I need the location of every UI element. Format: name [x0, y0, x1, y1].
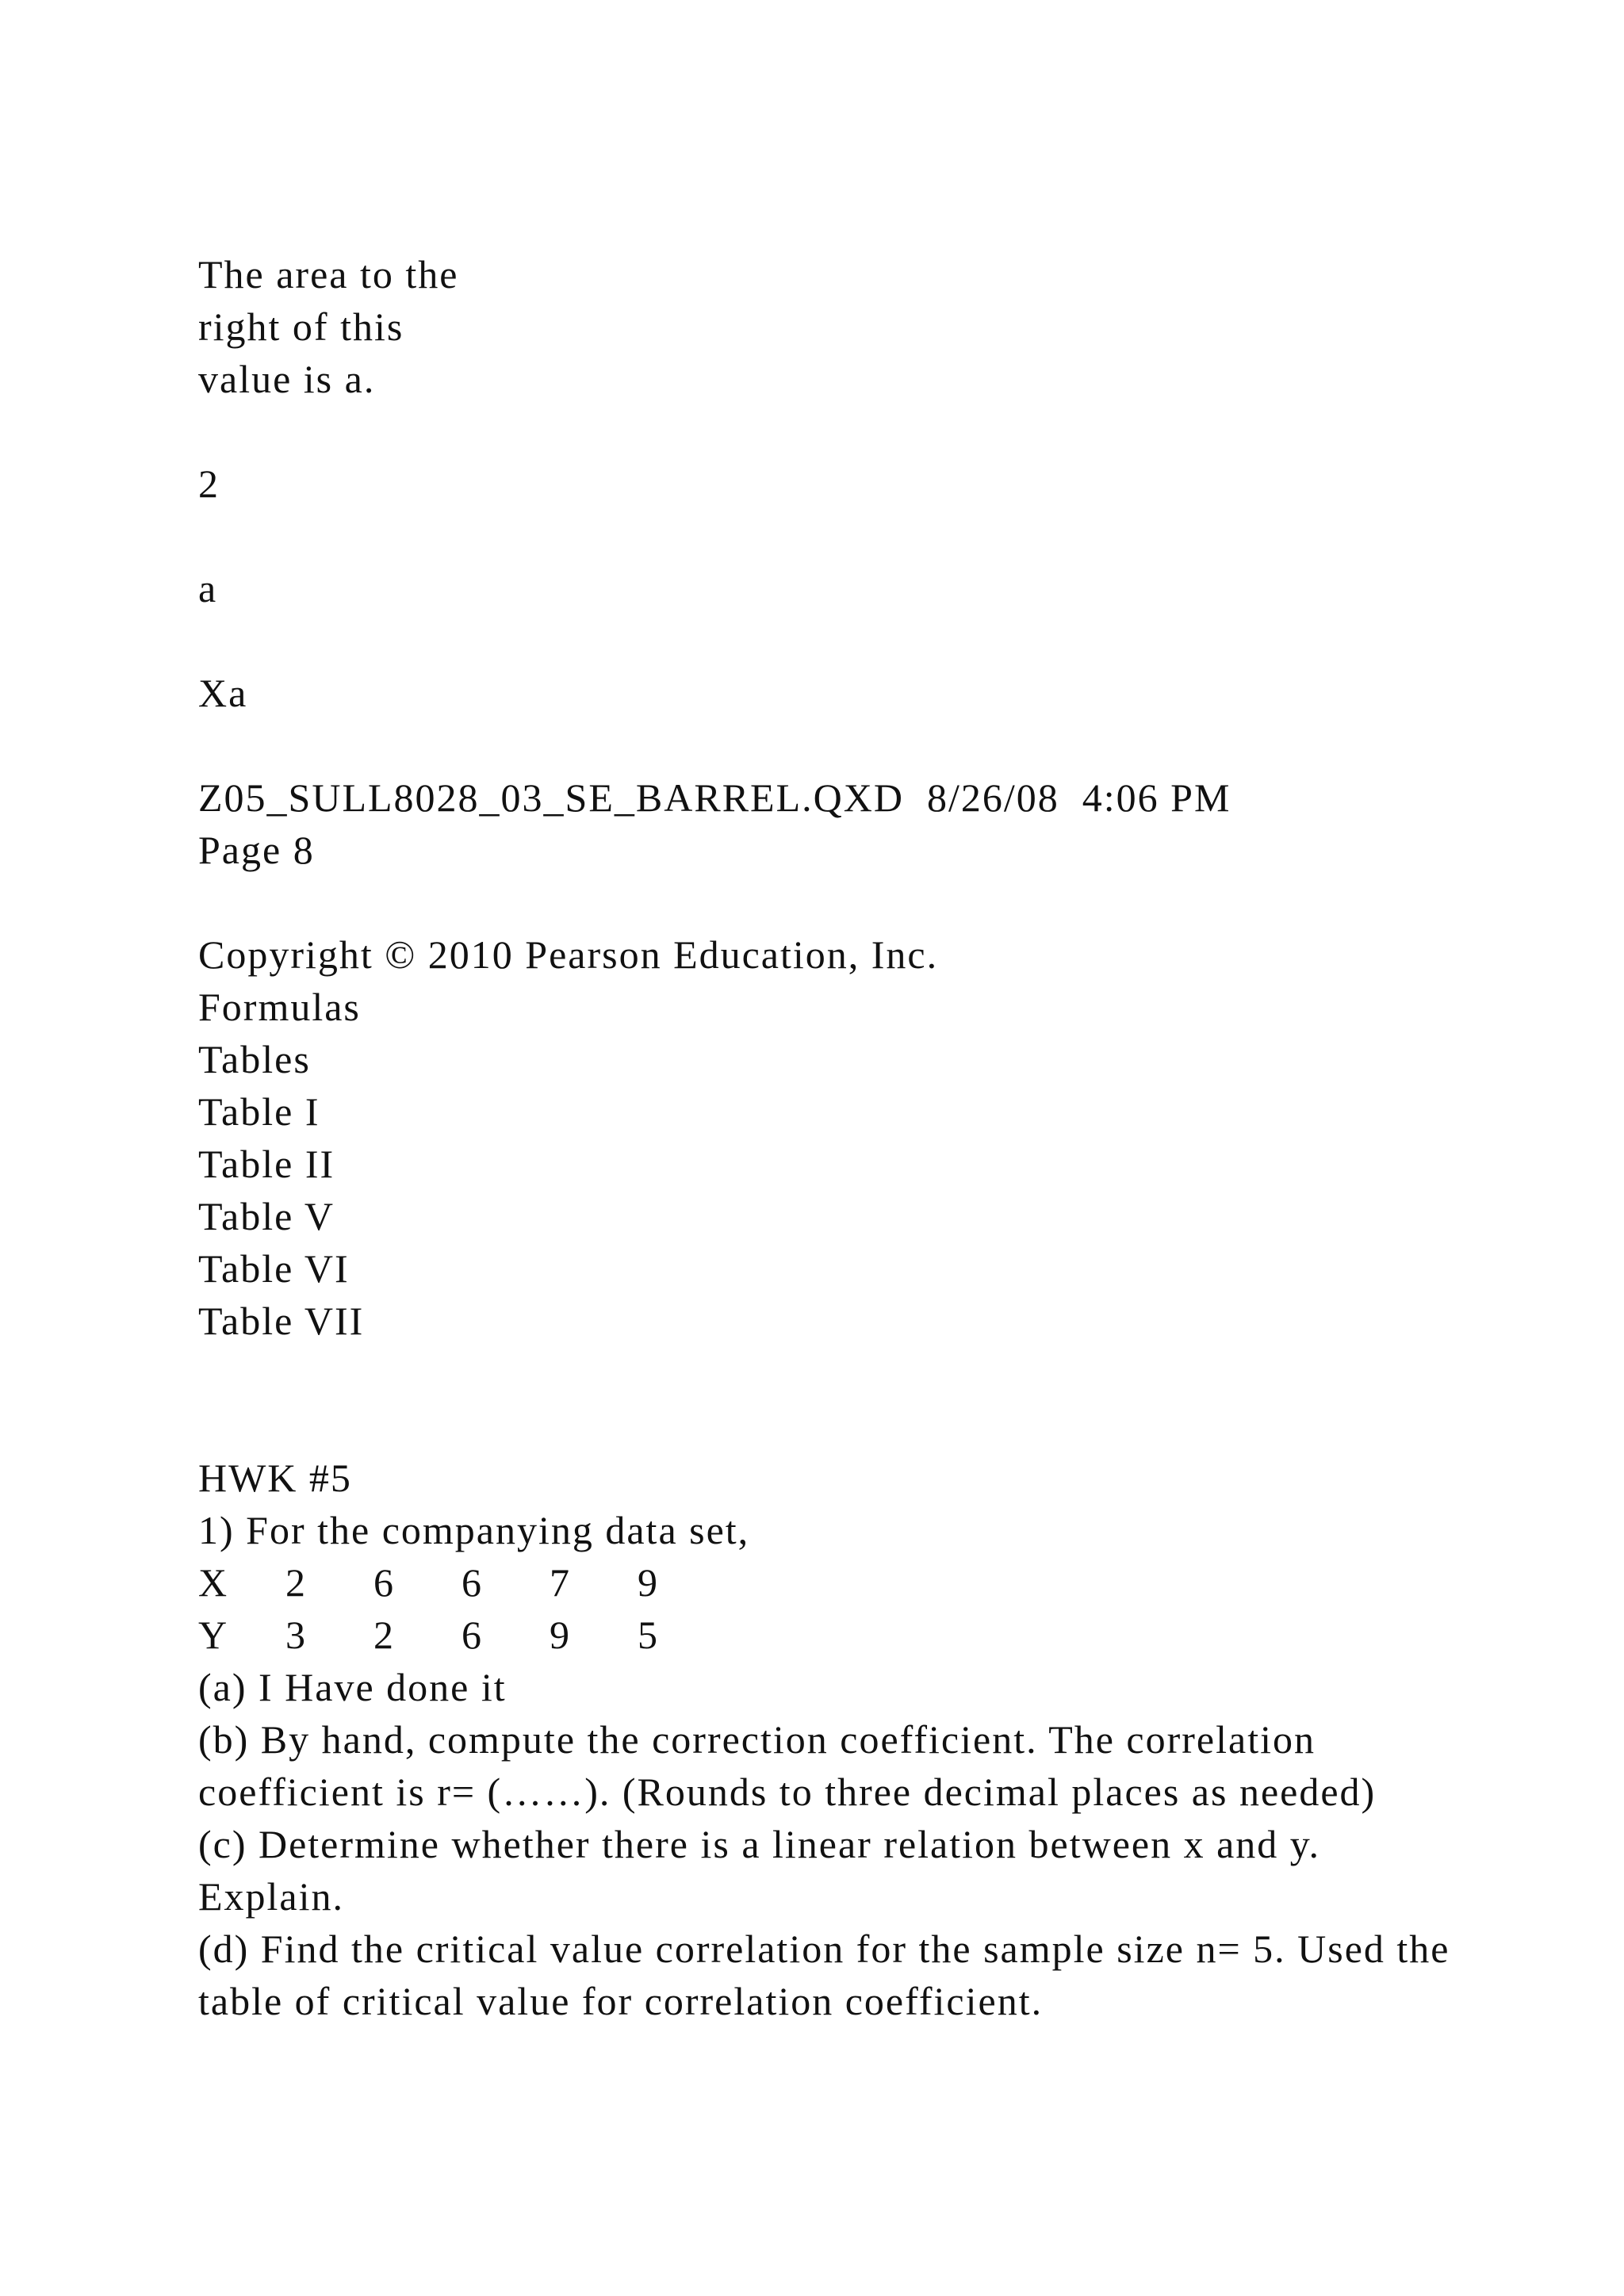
x-label: X — [198, 1560, 229, 1605]
part-c: (c) Determine whether there is a linear relation between x and y. Explain. — [198, 1822, 1321, 1919]
header-meta-line — [198, 771, 1467, 824]
label-a: a — [198, 566, 218, 610]
header-page: Page 8 — [198, 828, 315, 872]
data-row-y — [198, 1609, 1467, 1661]
page-header-meta — [198, 771, 1467, 876]
nav-link-table-v[interactable]: Table V — [198, 1194, 335, 1238]
question-1-intro: 1) For the companying data set, — [198, 1508, 750, 1552]
copyright-text: Copyright © 2010 Pearson Education, Inc. — [198, 932, 939, 977]
y-value: 9 — [550, 1613, 571, 1657]
y-value: 5 — [638, 1613, 659, 1657]
label-two: 2 — [198, 461, 220, 506]
part-a: (a) I Have done it — [198, 1665, 507, 1709]
x-value: 7 — [550, 1560, 571, 1605]
part-b: (b) By hand, compute the correction coefficient. The correlation coefficient is r= (……). (Rounds to three decimal places as needed) — [198, 1717, 1377, 1814]
caption-line-2: right of this — [198, 304, 404, 349]
header-date: 8/26/08 — [926, 775, 1059, 820]
y-label: Y — [198, 1613, 229, 1657]
y-value: 2 — [373, 1613, 395, 1657]
header-filename: Z05_SULL8028_03_SE_BARREL.QXD — [198, 775, 904, 820]
figure-caption — [198, 248, 1467, 405]
homework-section — [198, 1452, 1467, 2027]
homework-title: HWK #5 — [198, 1456, 352, 1500]
figure-label-xa — [198, 667, 1467, 719]
y-value: 3 — [285, 1613, 307, 1657]
nav-block — [198, 928, 1467, 1347]
nav-link-formulas[interactable]: Formulas — [198, 985, 361, 1029]
caption-line-3: value is a. — [198, 357, 376, 401]
nav-link-table-ii[interactable]: Table II — [198, 1142, 335, 1186]
nav-link-table-i[interactable]: Table I — [198, 1089, 320, 1134]
x-value: 6 — [373, 1560, 395, 1605]
label-xa: Xa — [198, 671, 248, 715]
nav-link-table-vi[interactable]: Table VI — [198, 1246, 350, 1291]
nav-link-table-vii[interactable]: Table VII — [198, 1299, 365, 1343]
nav-link-tables[interactable]: Tables — [198, 1037, 311, 1081]
x-value: 9 — [638, 1560, 659, 1605]
figure-label-a — [198, 562, 1467, 614]
data-row-x — [198, 1556, 1467, 1609]
y-value: 6 — [462, 1613, 483, 1657]
x-value: 2 — [285, 1560, 307, 1605]
header-time: 4:06 PM — [1082, 775, 1231, 820]
figure-label-two — [198, 457, 1467, 510]
x-value: 6 — [462, 1560, 483, 1605]
part-d: (d) Find the critical value correlation for the sample size n= 5. Used the table of critical value for correlation coefficient. — [198, 1927, 1450, 2023]
caption-line-1: The area to the — [198, 252, 459, 297]
